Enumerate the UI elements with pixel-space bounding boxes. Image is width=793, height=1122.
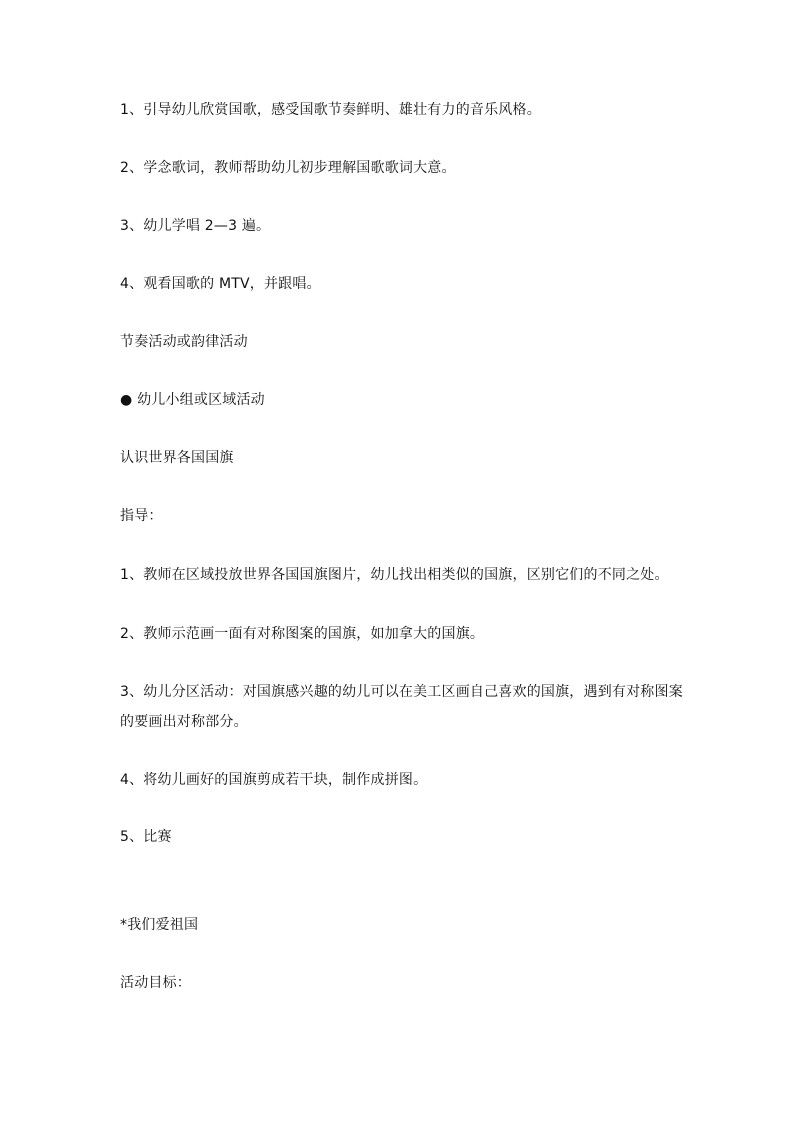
section-label: 活动目标： <box>120 975 191 991</box>
guidance-label: 指导： <box>120 508 163 524</box>
paragraph-line: 4、观看国歌的 MTV，并跟唱。 <box>120 276 321 292</box>
paragraph-line: 2、教师示范画一面有对称图案的国旗，如加拿大的国旗。 <box>120 626 485 642</box>
paragraph-line: 2、学念歌词，教师帮助幼儿初步理解国歌歌词大意。 <box>120 160 456 176</box>
paragraph-line: 4、将幼儿画好的国旗剪成若干块，制作成拼图。 <box>120 772 428 788</box>
paragraph-line: 3、幼儿学唱 2—3 遍。 <box>120 218 271 234</box>
section-title: *我们爱祖国 <box>120 917 199 933</box>
paragraph-line: 5、比赛 <box>120 829 172 845</box>
paragraph-line: 1、引导幼儿欣赏国歌，感受国歌节奏鲜明、雄壮有力的音乐风格。 <box>120 102 541 118</box>
paragraph-line-continuation: 的要画出对称部分。 <box>120 714 248 730</box>
section-heading: 节奏活动或韵律活动 <box>120 334 248 350</box>
paragraph-line: 3、幼儿分区活动：对国旗感兴趣的幼儿可以在美工区画自己喜欢的国旗，遇到有对称图案 <box>120 684 683 700</box>
paragraph-line: 1、教师在区域投放世界各国国旗图片，幼儿找出相类似的国旗，区别它们的不同之处。 <box>120 567 669 583</box>
section-heading: 认识世界各国国旗 <box>120 450 234 466</box>
bullet-line: ● 幼儿小组或区域活动 <box>120 392 265 408</box>
